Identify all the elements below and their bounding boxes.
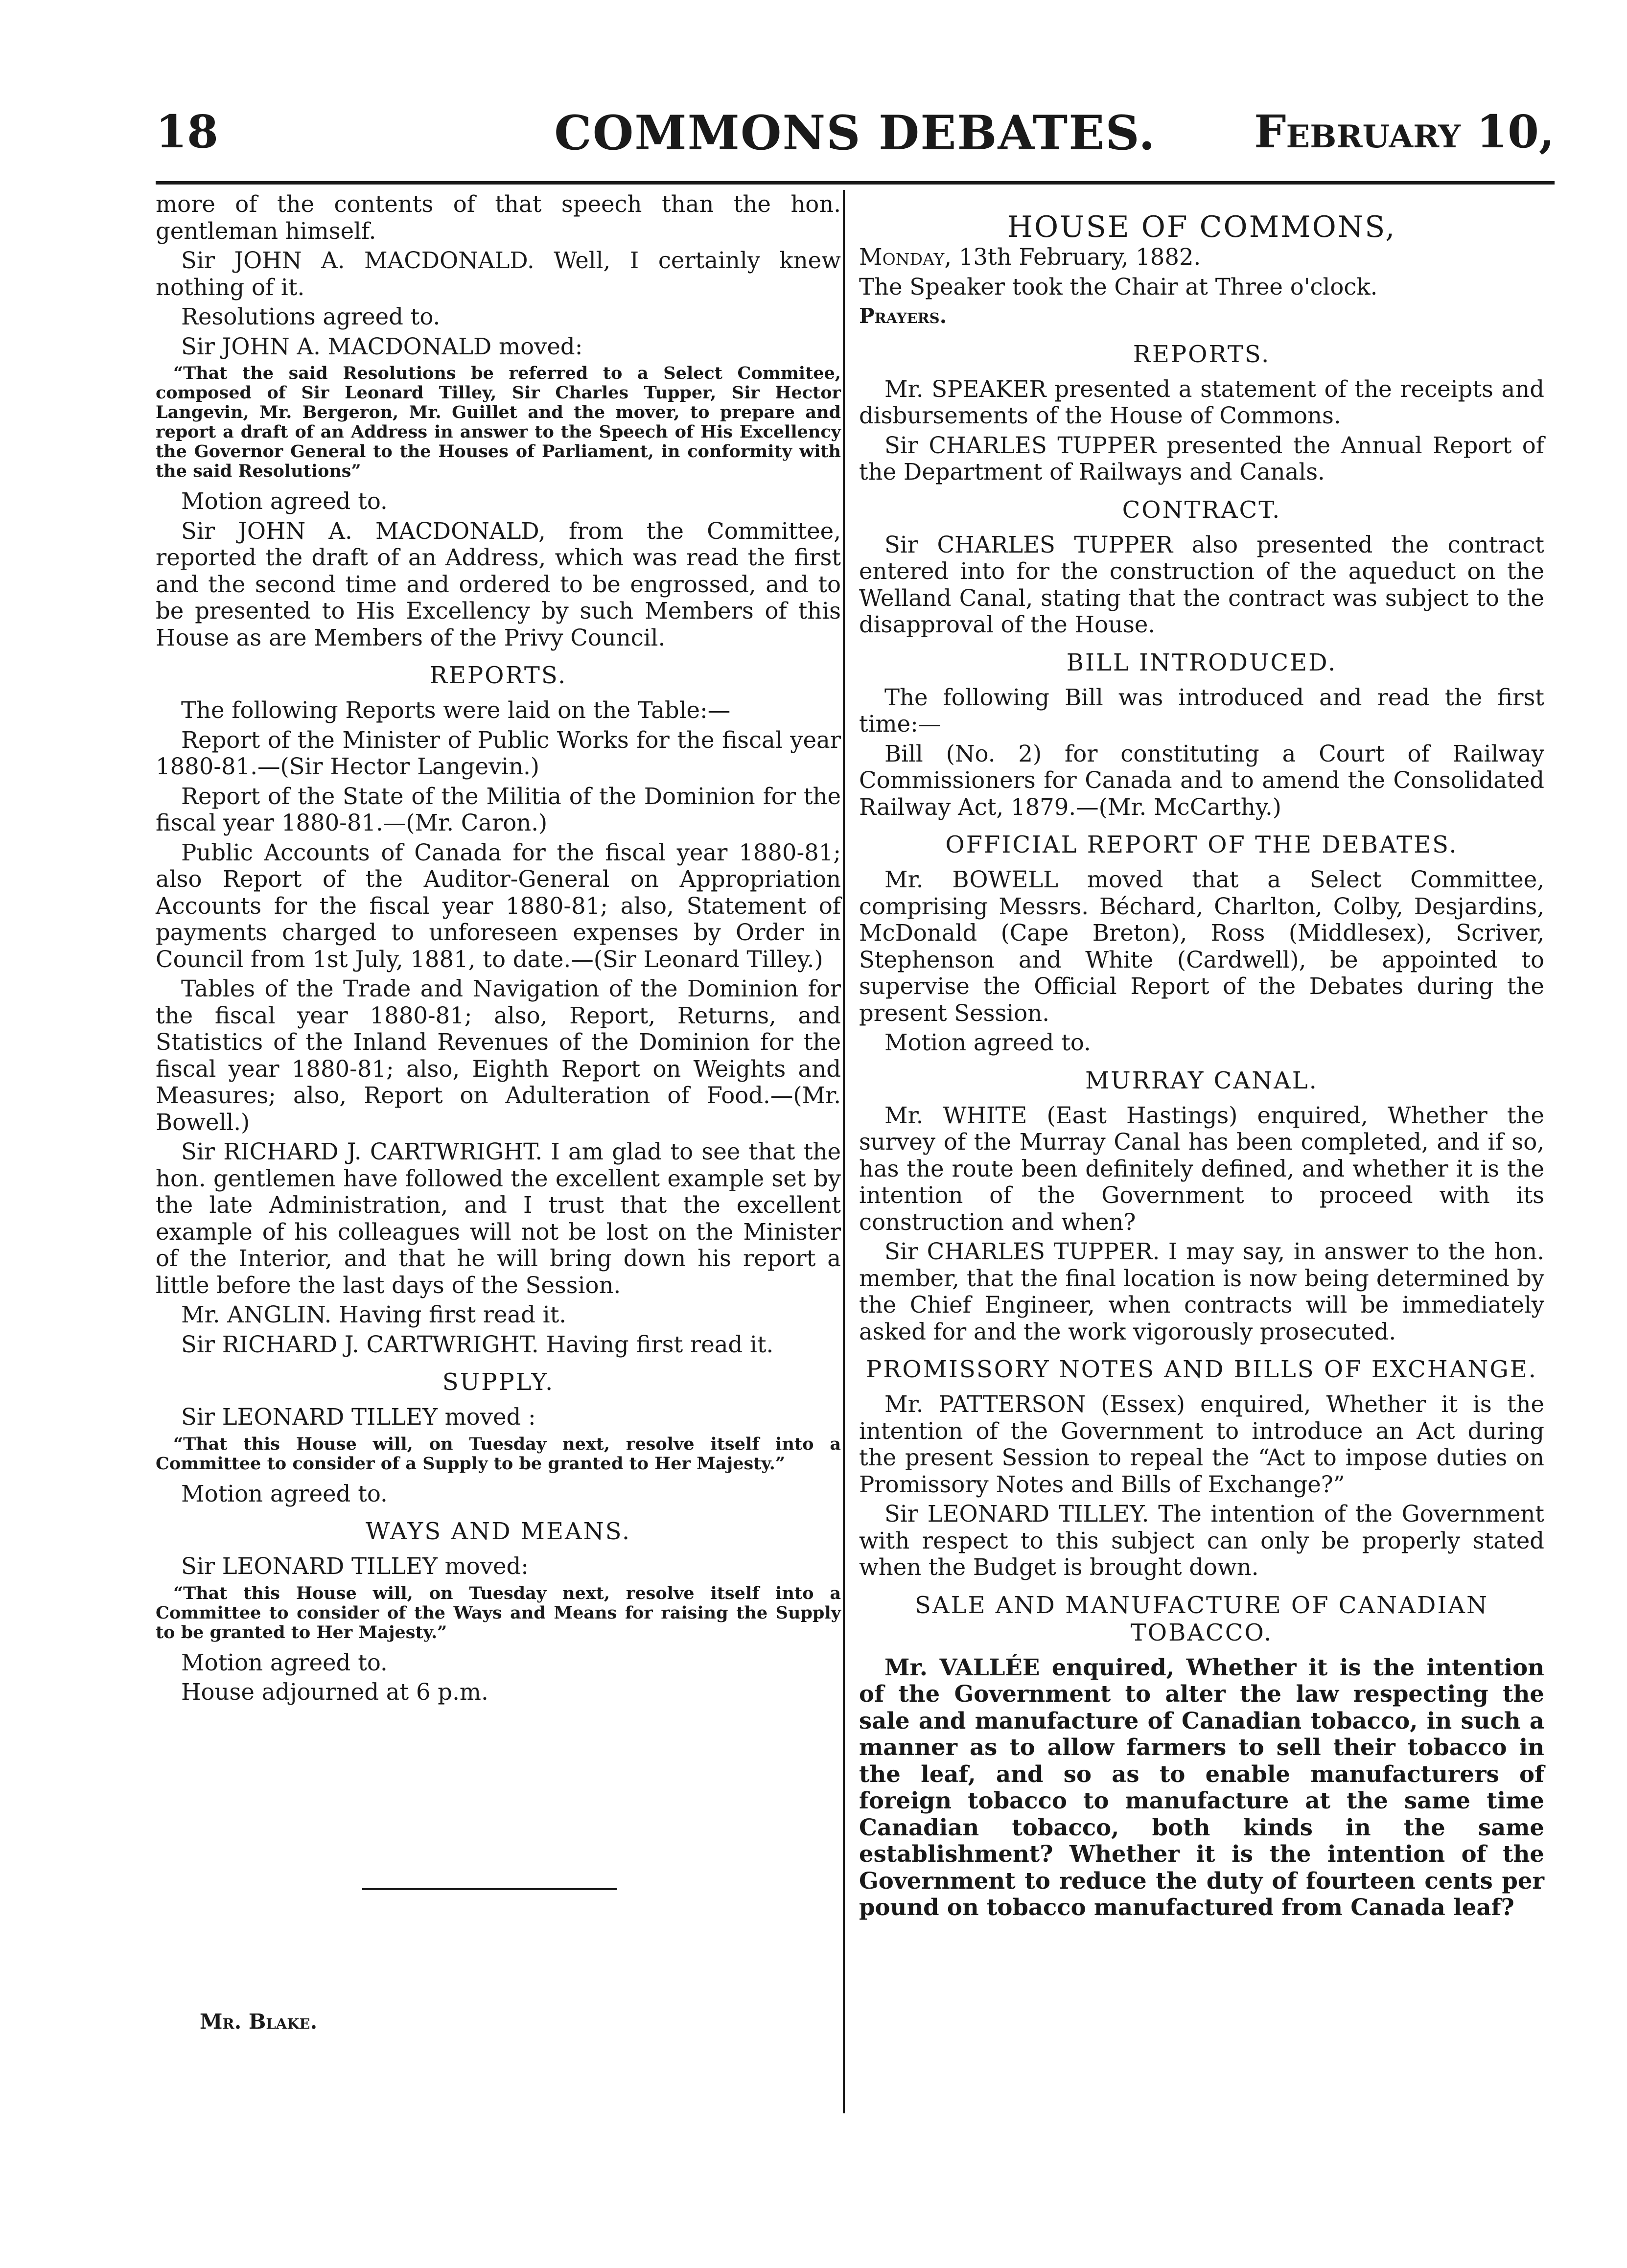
paragraph: The Speaker took the Chair at Three o'clock. xyxy=(859,273,1378,300)
right-column xyxy=(859,191,1544,1924)
paragraph: Sir LEONARD TILLEY. The intention of the Government with respect to this subject can only be properly stated when the Budget is brought down. xyxy=(859,1501,1544,1580)
sitting-date xyxy=(859,244,1544,271)
paragraph: Sir LEONARD TILLEY moved : xyxy=(181,1404,536,1430)
paragraph: Mr. ANGLIN. Having first read it. xyxy=(181,1301,567,1328)
paragraph: Mr. SPEAKER presented a statement of the receipts and disbursements of the House of Commons. xyxy=(859,375,1544,429)
paragraph: Bill (No. 2) for constituting a Court of Railway Commissioners for Canada and to amend the Consolidated Railway Act, 1879.—(Mr. McCarthy.) xyxy=(859,740,1544,820)
quoted-motion: “That this House will, on Tuesday next, resolve itself into a Committee to consider of a Supply to be granted to Her Majesty.” xyxy=(156,1434,841,1474)
paragraph: Motion agreed to. xyxy=(181,1480,388,1507)
paragraph: The following Reports were laid on the Table:— xyxy=(181,697,731,723)
section-heading-ways-and-means: WAYS AND MEANS. xyxy=(365,1518,631,1545)
section-heading-murray-canal: MURRAY CANAL. xyxy=(1085,1066,1318,1094)
paragraph: Sir JOHN A. MACDONALD. Well, I certainly knew nothing of it. xyxy=(156,247,841,301)
sitting-day: Monday, xyxy=(859,244,952,270)
paragraph: Sir CHARLES TUPPER. I may say, in answer to the hon. member, that the final location is now being determined by the Chief Engineer, when contracts will be immediately asked for and the work vigorously prosecuted. xyxy=(859,1238,1544,1345)
paragraph: Sir RICHARD J. CARTWRIGHT. I am glad to see that the hon. gentlemen have followed the excellent example set by the late Administration, and I trust that the excellent example of his colleagues will not be lost on the Minister of the Interior, and that he will bring down his report a little before the last days of the Session. xyxy=(156,1138,841,1298)
section-heading-official-report: OFFICIAL REPORT OF THE DEBATES. xyxy=(945,831,1458,858)
paragraph: Motion agreed to. xyxy=(884,1029,1091,1056)
publication-title: COMMONS DEBATES. xyxy=(554,105,1156,161)
paragraph: Mr. BOWELL moved that a Select Committee, comprising Messrs. Béchard, Charlton, Colby, Desjardins, McDonald (Cape Breton), Ross (Middlesex), Scriver, Stephenson and White (Cardwell), be appointed to supervise the Official Report of the Debates during the present Session. xyxy=(859,866,1544,1026)
paragraph: Motion agreed to. xyxy=(181,488,388,514)
section-heading-reports: REPORTS. xyxy=(1133,340,1271,368)
paragraph: Sir LEONARD TILLEY moved: xyxy=(181,1553,529,1579)
paragraph: Report of the Minister of Public Works for the fiscal year 1880-81.—(Sir Hector Langevin.) xyxy=(156,726,841,780)
paragraph: Mr. PATTERSON (Essex) enquired, Whether it is the intention of the Government to introduce an Act during the present Session to repeal the “Act to impose duties on Promissory Notes and Bills of Exchange?” xyxy=(859,1391,1544,1498)
section-heading-bill-introduced: BILL INTRODUCED. xyxy=(1066,648,1337,676)
sitting-date-rest: 13th February, 1882. xyxy=(952,244,1201,270)
paragraph: Sir JOHN A. MACDONALD moved: xyxy=(181,333,583,360)
paragraph: Tables of the Trade and Navigation of the Dominion for the fiscal year 1880-81; also, Report, Returns, and Statistics of the Inland Revenues of the Dominion for the fiscal year 1880-81; also, Eighth Report on Weights and Measures; also, Report on Adulteration of Food.—(Mr. Bowell.) xyxy=(156,975,841,1135)
paragraph: Public Accounts of Canada for the fiscal year 1880-81; also Report of the Auditor-General on Appropriation Accounts for the fiscal year 1880-81; also, Statement of payments charged to unforeseen expenses by Order in Council from 1st July, 1881, to date.—(Sir Leonard Tilley.) xyxy=(156,839,841,972)
paragraph: Mr. WHITE (East Hastings) enquired, Whether the survey of the Murray Canal has been completed, and if so, has the route been definitely defined, and whether it is the intention of the Government to proceed with its construction and when? xyxy=(859,1102,1544,1235)
paragraph: The following Bill was introduced and read the first time:— xyxy=(859,684,1544,737)
paragraph: Resolutions agreed to. xyxy=(181,303,441,330)
section-heading-reports: REPORTS. xyxy=(429,662,567,689)
speaker-footer: Mr. Blake. xyxy=(200,2010,318,2034)
quoted-motion: “That the said Resolutions be referred to a Select Commitee, composed of Sir Leonard Tilley, Sir Charles Tupper, Sir Hector Langevin, Mr. Bergeron, Mr. Guillet and the mover, to prepare and report a draft of an Address in answer to the Speech of His Excellency the Governor General to the Houses of Parliament, in conformity with the said Resolutions” xyxy=(156,363,841,481)
paragraph: House adjourned at 6 p.m. xyxy=(181,1679,488,1705)
section-heading-tobacco: SALE AND MANUFACTURE OF CANADIAN TOBACCO. xyxy=(915,1591,1488,1646)
header-rule xyxy=(156,181,1555,185)
paragraph: more of the contents of that speech than the hon. gentleman himself. xyxy=(156,191,841,244)
section-heading-contract: CONTRACT. xyxy=(1122,496,1281,524)
left-column xyxy=(156,191,841,1709)
paragraph: Sir RICHARD J. CARTWRIGHT. Having first read it. xyxy=(181,1331,774,1358)
page-header xyxy=(156,105,1555,174)
section-end-rule xyxy=(362,1888,617,1890)
paragraph: Motion agreed to. xyxy=(181,1649,388,1676)
column-divider xyxy=(843,190,845,2113)
page-number: 18 xyxy=(156,105,219,158)
prayers-label: Prayers. xyxy=(859,304,947,328)
section-heading-supply: SUPPLY. xyxy=(442,1368,555,1396)
quoted-motion: “That this House will, on Tuesday next, resolve itself into a Committee to consider of the Ways and Means for raising the Supply to be granted to Her Majesty.” xyxy=(156,1583,841,1643)
paragraph: Mr. VALLÉE enquired, Whether it is the intention of the Government to alter the law respecting the sale and manufacture of Canadian tobacco, in such a manner as to allow farmers to sell their tobacco in the leaf, and so as to enable manufacturers of foreign tobacco to manufacture at the same time Canadian tobacco, both kinds in the same establishment? Whether it is the intention of the Government to reduce the duty of fourteen cents per pound on tobacco manufactured from Canada leaf? xyxy=(859,1653,1544,1921)
paragraph: Sir CHARLES TUPPER also presented the contract entered into for the construction of the aqueduct on the Welland Canal, stating that the contract was subject to the disapproval of the House. xyxy=(859,531,1544,638)
paragraph: Sir JOHN A. MACDONALD, from the Committee, reported the draft of an Address, which was read the first and the second time and ordered to be engrossed, and to be presented to His Excellency by such Members of this House as are Members of the Privy Council. xyxy=(156,517,841,651)
paragraph: Report of the State of the Militia of the Dominion for the fiscal year 1880-81.—(Mr. Caron.) xyxy=(156,783,841,836)
header-date: February 10, xyxy=(1254,105,1555,158)
section-heading-promissory-notes: PROMISSORY NOTES AND BILLS OF EXCHANGE. xyxy=(865,1356,1538,1383)
house-of-commons-heading: HOUSE OF COMMONS, xyxy=(1007,210,1396,244)
paragraph: Sir CHARLES TUPPER presented the Annual Report of the Department of Railways and Canals. xyxy=(859,432,1544,485)
